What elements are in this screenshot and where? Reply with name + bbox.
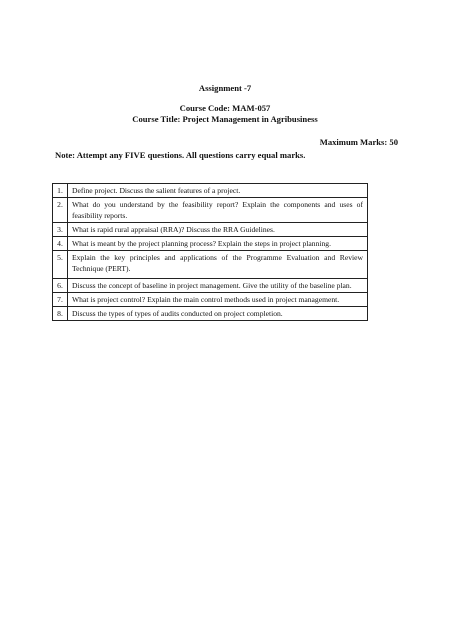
question-number: 2. bbox=[53, 198, 68, 223]
question-text: What is meant by the project planning process? Explain the steps in project planning. bbox=[68, 237, 368, 251]
question-text: Explain the key principles and applications of the Programme Evaluation and Review Technique (PERT). bbox=[68, 251, 368, 279]
question-text: Discuss the types of types of audits conducted on project completion. bbox=[68, 307, 368, 321]
question-number: 4. bbox=[53, 237, 68, 251]
question-text: What do you understand by the feasibility report? Explain the components and uses of feasibility reports. bbox=[68, 198, 368, 223]
question-row bbox=[53, 279, 368, 293]
question-text: What is project control? Explain the main control methods used in project management. bbox=[68, 293, 368, 307]
questions-table bbox=[52, 183, 368, 321]
assignment-title: Assignment -7 bbox=[198, 83, 252, 93]
question-row bbox=[53, 237, 368, 251]
instructions-note: Note: Attempt any FIVE questions. All questions carry equal marks. bbox=[55, 150, 306, 160]
question-text: Discuss the concept of baseline in project management. Give the utility of the baseline plan. bbox=[68, 279, 368, 293]
question-number: 7. bbox=[53, 293, 68, 307]
question-number: 3. bbox=[53, 223, 68, 237]
question-row bbox=[53, 198, 368, 223]
course-code: Course Code: MAM-057 bbox=[179, 103, 271, 113]
question-text: What is rapid rural appraisal (RRA)? Discuss the RRA Guidelines. bbox=[68, 223, 368, 237]
course-title: Course Title: Project Management in Agribusiness bbox=[132, 114, 318, 124]
question-row bbox=[53, 184, 368, 198]
question-row bbox=[53, 293, 368, 307]
question-number: 8. bbox=[53, 307, 68, 321]
question-row bbox=[53, 223, 368, 237]
question-row bbox=[53, 307, 368, 321]
question-text: Define project. Discuss the salient features of a project. bbox=[68, 184, 368, 198]
question-number: 6. bbox=[53, 279, 68, 293]
question-number: 1. bbox=[53, 184, 68, 198]
question-row bbox=[53, 251, 368, 279]
maximum-marks: Maximum Marks: 50 bbox=[319, 137, 398, 147]
question-number: 5. bbox=[53, 251, 68, 279]
